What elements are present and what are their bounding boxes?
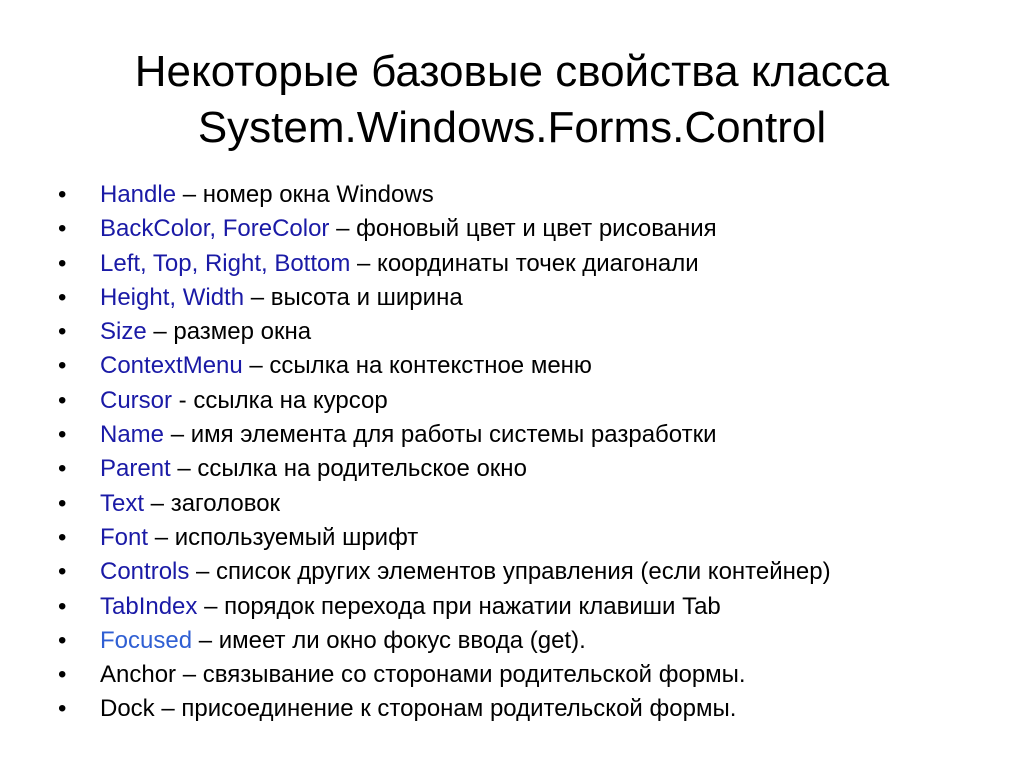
bullet-list	[58, 178, 998, 727]
property-name: Font	[100, 523, 149, 551]
property-name: Height, Width	[100, 283, 245, 311]
property-description: – фоновый цвет и цвет рисования	[329, 215, 717, 243]
bullet-dot-icon: •	[58, 215, 67, 243]
property-description: – номер окна Windows	[176, 181, 434, 208]
list-item	[58, 281, 998, 315]
property-description: – используемый шрифт	[148, 523, 419, 551]
bullet-dot-icon: •	[58, 181, 67, 208]
list-item	[58, 315, 998, 349]
property-description: – координаты точек диагонали	[350, 249, 699, 277]
list-item	[58, 658, 998, 692]
bullet-dot-icon: •	[58, 421, 67, 449]
title-line-1: Некоторые базовые свойства класса	[134, 47, 890, 96]
property-description: – высота и ширина	[244, 283, 463, 311]
list-item	[58, 692, 998, 726]
slide-title	[0, 44, 1024, 156]
bullet-dot-icon: •	[58, 523, 67, 551]
bullet-dot-icon: •	[58, 695, 67, 723]
bullet-dot-icon: •	[58, 249, 67, 277]
property-name: Size	[100, 318, 147, 346]
list-item	[58, 590, 998, 624]
property-name: Cursor	[100, 386, 173, 414]
property-name: Anchor	[100, 661, 177, 689]
list-item	[58, 624, 998, 658]
property-description: – список других элементов управления (если контейнер)	[189, 558, 831, 586]
property-description: – заголовок	[144, 489, 281, 517]
property-name: Controls	[100, 558, 190, 586]
property-name: Handle	[100, 181, 177, 208]
property-description: – имя элемента для работы системы разработки	[164, 421, 717, 449]
list-item	[58, 487, 998, 521]
bullet-dot-icon: •	[58, 489, 67, 517]
bullet-dot-icon: •	[58, 558, 67, 586]
list-item	[58, 212, 998, 246]
bullet-dot-icon: •	[58, 386, 67, 414]
list-item	[58, 247, 998, 281]
bullet-dot-icon: •	[58, 592, 67, 620]
list-item	[58, 349, 998, 383]
property-description: – ссылка на родительское окно	[170, 455, 527, 483]
title-line-2: System.Windows.Forms.Control	[197, 103, 827, 152]
property-description: – порядок перехода при нажатии клавиши Tab	[197, 592, 721, 620]
property-name: Name	[100, 421, 165, 449]
property-description: – присоединение к сторонам родительской формы.	[154, 695, 737, 723]
bullet-dot-icon: •	[58, 283, 67, 311]
property-name: ContextMenu	[100, 352, 243, 380]
property-name: BackColor, ForeColor	[100, 215, 330, 243]
list-item	[58, 384, 998, 418]
bullet-dot-icon: •	[58, 318, 67, 346]
list-item	[58, 418, 998, 452]
property-description: – связывание со сторонами родительской формы.	[176, 661, 746, 689]
list-item	[58, 178, 998, 212]
property-name: Parent	[100, 455, 171, 483]
list-item	[58, 555, 998, 589]
property-description: – размер окна	[146, 318, 312, 346]
bullet-dot-icon: •	[58, 352, 67, 380]
list-item	[58, 521, 998, 555]
property-name: Dock	[100, 695, 155, 723]
property-description: – ссылка на контекстное меню	[242, 352, 592, 380]
property-description: - ссылка на курсор	[172, 386, 388, 414]
bullet-dot-icon: •	[58, 626, 67, 654]
bullet-dot-icon: •	[58, 455, 67, 483]
property-name: TabIndex	[100, 592, 198, 620]
bullet-dot-icon: •	[58, 661, 67, 689]
property-name: Left, Top, Right, Bottom	[100, 249, 351, 277]
list-item	[58, 452, 998, 486]
property-name: Text	[100, 489, 145, 517]
property-name: Focused	[100, 626, 193, 654]
property-description: – имеет ли окно фокус ввода (get).	[192, 626, 586, 654]
